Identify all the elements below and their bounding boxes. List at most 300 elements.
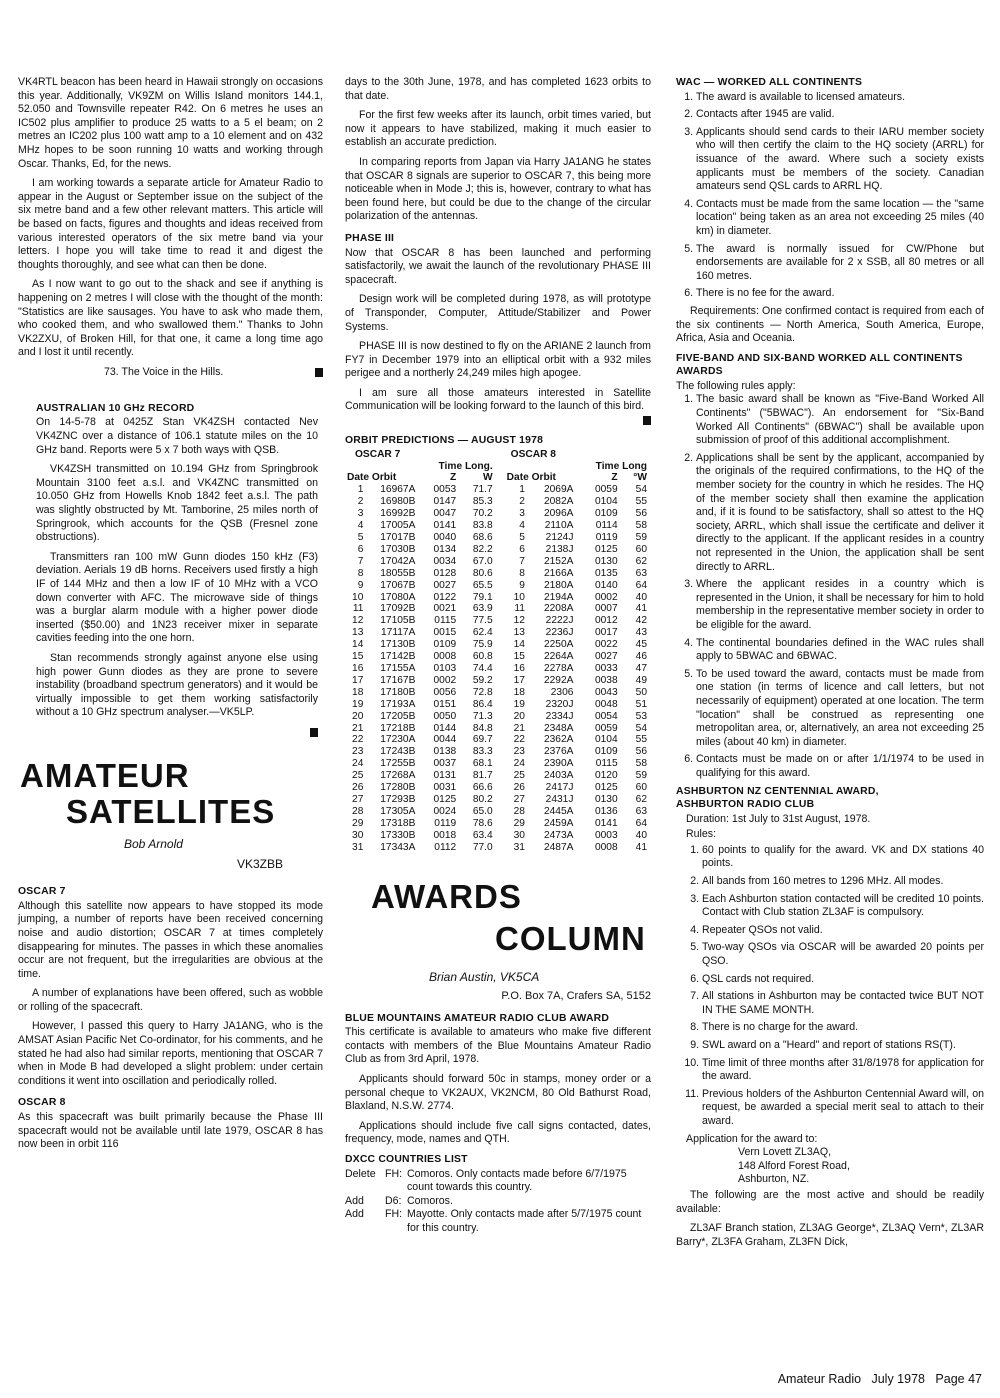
- paragraph: However, I passed this query to Harry JA1ANG, who is the AMSAT Asian Pacific Net Co-ordinator, for his comments, and he stated he had also had similar reports, mentioning that OSCAR 7 when in Mode B had developed a slight problem: under certain conditions it went into oscillation and periodically rolled.: [18, 1020, 323, 1087]
- table-cell: 0130: [594, 793, 618, 805]
- table-header: Z: [611, 472, 618, 484]
- table-cell: 0109: [594, 508, 618, 520]
- table-cell: 0002: [594, 591, 618, 603]
- table-cell: 71.7: [472, 484, 493, 496]
- table-cell: 2222J: [545, 615, 574, 627]
- list-item: 5. To be used toward the award, contacts must be made from one station (in terms of licence and call letters, but not necessarily of equipment) operated at one location. The term "location" shall be construed as representing one metropolitan area, or, alternatively, an area not exceeding 25 miles (about 40 km) in diameter.: [696, 668, 984, 750]
- table-cell: 0050: [433, 710, 457, 722]
- dxcc-list: [345, 1168, 651, 1236]
- page-number: Page 47: [935, 1372, 982, 1386]
- table-row: [345, 699, 649, 711]
- table-row: [345, 568, 649, 580]
- table-cell: 0119: [434, 817, 457, 829]
- table-cell: 2292A: [543, 674, 574, 686]
- paragraph: As I now want to go out to the shack and see if anything is happening on 2 metres I will close with the thought of the month: "Statistics are like sausages. You have to ask who made them, who cooked them, and who swallowed them." Thanks to John VK2ZXU, of Broken Hill, for that one, it came a long time ago and I lost it until recently.: [18, 278, 323, 359]
- ashburton-list: [676, 844, 984, 1129]
- table-row: [345, 818, 649, 830]
- table-cell: 40: [635, 591, 647, 603]
- dxcc-code: FH:: [385, 1208, 403, 1221]
- table-cell: 16980B: [380, 496, 416, 508]
- signoff-line: [18, 366, 323, 378]
- table-cell: 7: [357, 555, 364, 567]
- table-cell: 17230A: [380, 734, 416, 746]
- table-row: [345, 746, 649, 758]
- table-cell: 0037: [433, 758, 457, 770]
- table-cell: 31: [513, 841, 525, 853]
- table-cell: 17105B: [380, 615, 416, 627]
- table-cell: 0144: [433, 722, 457, 734]
- table-cell: 0003: [594, 829, 618, 841]
- table-cell: 45: [635, 639, 647, 651]
- table-cell: 41: [635, 603, 647, 615]
- table-cell: 0022: [594, 639, 618, 651]
- table-cell: 55: [635, 734, 647, 746]
- table-cell: 17130B: [380, 639, 416, 651]
- table-cell: 18: [352, 686, 364, 698]
- table-cell: 83.3: [472, 746, 493, 758]
- paragraph: Duration: 1st July to 31st August, 1978.: [686, 812, 871, 825]
- table-cell: 0125: [594, 782, 618, 794]
- table-cell: 16992B: [380, 508, 416, 520]
- table-cell: 21: [513, 722, 525, 734]
- table-cell: 51: [635, 698, 647, 710]
- table-cell: 0024: [433, 805, 457, 817]
- table-cell: 2082A: [543, 496, 574, 508]
- table-cell: 22: [513, 734, 525, 746]
- list-item: 6. There is no fee for the award.: [696, 287, 984, 301]
- table-cell: 2334J: [545, 710, 574, 722]
- list-item: 1. The basic award shall be known as "Five-Band Worked All Continents" ("5BWAC"). An endorsement for "Six-Band Worked All Continents" (6BWAC") shall be available upon submission of proof of this additional accomplishment.: [696, 393, 984, 447]
- table-cell: 21: [352, 722, 364, 734]
- table-cell: 0115: [595, 758, 618, 770]
- table-header: Time Long.: [438, 460, 493, 472]
- table-cell: 0034: [433, 555, 457, 567]
- page-footer: [778, 1372, 982, 1386]
- paragraph: Applications should include five call signs contacted, dates, frequency, mode, names and QTH.: [345, 1119, 651, 1146]
- table-cell: 2306: [550, 686, 574, 698]
- table-row: [345, 675, 649, 687]
- table-cell: 43: [635, 627, 647, 639]
- list-item: 5. Two-way QSOs via OSCAR will be awarded 20 points per QSO.: [702, 941, 984, 968]
- table-cell: 12: [352, 615, 364, 627]
- table-cell: 10: [352, 591, 364, 603]
- table-cell: 2320J: [545, 698, 574, 710]
- table-cell: 2208A: [543, 603, 574, 615]
- table-cell: 17280B: [380, 782, 416, 794]
- paragraph: Stan recommends strongly against anyone else using high power Gunn diodes as they are prone to severe instability (broadband spectrum generators) and it would be virtually impossible to get them working satisfactorily without a 10 GHz spectrum analyser.—VK5LP.: [36, 651, 318, 719]
- table-cell: 56: [635, 746, 647, 758]
- table-cell: 17167B: [380, 674, 416, 686]
- table-cell: 25: [513, 770, 525, 782]
- table-cell: 0047: [433, 508, 457, 520]
- table-cell: 17030B: [380, 543, 416, 555]
- table-cell: 0021: [433, 603, 457, 615]
- list-item: 2. All bands from 160 metres to 1296 MHz. All modes.: [702, 875, 984, 889]
- table-cell: 0120: [594, 770, 618, 782]
- column-2: [345, 76, 651, 1236]
- table-cell: 11: [352, 603, 364, 615]
- table-cell: 2152A: [543, 555, 574, 567]
- table-cell: 60.8: [472, 651, 493, 663]
- paragraph: days to the 30th June, 1978, and has completed 1623 orbits to that date.: [345, 76, 651, 102]
- table-cell: 0136: [594, 805, 618, 817]
- table-row: [345, 532, 649, 544]
- table-cell: 2376A: [543, 746, 574, 758]
- table-row: [345, 758, 649, 770]
- table-cell: 2445A: [543, 805, 574, 817]
- table-cell: 2069A: [543, 484, 574, 496]
- table-cell: 77.0: [472, 841, 493, 853]
- table-row: [345, 639, 649, 651]
- table-row: [345, 580, 649, 592]
- section-heading: BLUE MOUNTAINS AMATEUR RADIO CLUB AWARD: [345, 1012, 610, 1024]
- table-cell: 26: [352, 782, 364, 794]
- signoff: 73. The Voice in the Hills.: [104, 365, 224, 378]
- table-cell: 63.9: [472, 603, 493, 615]
- table-cell: 2459A: [543, 817, 574, 829]
- table-cell: 12: [513, 615, 525, 627]
- section-heading: AUSTRALIAN 10 GHz RECORD: [36, 402, 195, 414]
- section-heading: DXCC COUNTRIES LIST: [345, 1154, 468, 1165]
- table-cell: 0131: [433, 770, 457, 782]
- list-item: [345, 1195, 651, 1209]
- table-cell: 17092B: [380, 603, 416, 615]
- orbit-table: [345, 449, 649, 854]
- issue-date: July 1978: [871, 1372, 925, 1386]
- list-item: [345, 1208, 651, 1235]
- table-cell: 28: [352, 805, 364, 817]
- table-cell: 0140: [594, 579, 618, 591]
- paragraph: Requirements: One confirmed contact is required from each of the six continents — North America, South America, Europe, Africa, Asia and Oceania.: [676, 304, 984, 345]
- table-row: [345, 651, 649, 663]
- table-cell: 18055B: [380, 567, 416, 579]
- author: Bob Arnold: [124, 836, 183, 851]
- table-cell: 16967A: [380, 484, 416, 496]
- address-line: 148 Alford Forest Road,: [738, 1159, 850, 1172]
- table-cell: 20: [352, 710, 364, 722]
- table-cell: 0135: [594, 567, 618, 579]
- table-cell: 30: [513, 829, 525, 841]
- table-cell: 2: [357, 496, 364, 508]
- table-cell: 22: [352, 734, 364, 746]
- table-cell: 0125: [433, 793, 457, 805]
- table-cell: 0059: [594, 722, 618, 734]
- table-cell: 56: [635, 508, 647, 520]
- table-cell: 13: [352, 627, 364, 639]
- table-cell: 50: [635, 686, 647, 698]
- table-cell: 63.4: [472, 829, 493, 841]
- paragraph: PHASE III is now destined to fly on the ARIANE 2 launch from FY7 in December 1979 into an elliptical orbit with a 932 miles perigee and a northerly 24,249 miles high apogee.: [345, 340, 651, 380]
- column-1: [18, 76, 323, 1158]
- table-cell: 0027: [594, 651, 618, 663]
- table-cell: 0109: [433, 639, 457, 651]
- list-item: 4. Repeater QSOs not valid.: [702, 924, 984, 938]
- table-cell: 24: [513, 758, 525, 770]
- table-header: Z: [449, 472, 457, 484]
- table-cell: 63: [635, 805, 647, 817]
- table-cell: 23: [352, 746, 364, 758]
- section-heading: OSCAR 7: [18, 886, 66, 898]
- table-cell: 70.2: [472, 508, 493, 520]
- table-cell: 14: [352, 639, 364, 651]
- table-cell: 68.1: [472, 758, 493, 770]
- table-cell: 17293B: [380, 793, 416, 805]
- table-cell: 2166A: [543, 567, 574, 579]
- paragraph: For the first few weeks after its launch, orbit times varied, but now it appears to have stabilized, making it much easier to establish an accurate prediction.: [345, 109, 651, 149]
- table-cell: 27: [352, 793, 364, 805]
- table-cell: 13: [513, 627, 525, 639]
- table-row: [345, 794, 649, 806]
- dxcc-text: Comoros. Only contacts made before 6/7/1975 count towards this country.: [407, 1167, 627, 1194]
- table-row: [345, 615, 649, 627]
- table-cell: 0038: [594, 674, 618, 686]
- table-cell: 62.4: [472, 627, 493, 639]
- table-cell: 2124J: [545, 532, 574, 543]
- table-cell: 0125: [594, 543, 618, 555]
- table-cell: 7: [519, 555, 525, 567]
- table-cell: 54: [635, 722, 647, 734]
- table-cell: 0048: [594, 698, 618, 710]
- dxcc-text: Comoros.: [407, 1194, 453, 1207]
- table-row: [345, 508, 649, 520]
- address-line: Ashburton, NZ.: [738, 1173, 810, 1186]
- table-cell: 53: [635, 710, 647, 722]
- list-item: 2. Contacts after 1945 are valid.: [696, 108, 984, 122]
- table-header: Date Orbit: [347, 472, 397, 484]
- record-section: [18, 402, 318, 738]
- table-cell: 0059: [594, 484, 618, 496]
- table-cell: 25: [352, 770, 364, 782]
- table-cell: 66.6: [472, 782, 493, 794]
- list-item: 4. Contacts must be made from the same location — the "same location" being taken as an area not exceeding 25 miles (40 km) in diameter.: [696, 198, 984, 239]
- table-cell: 17067B: [380, 579, 416, 591]
- table-cell: 11: [514, 603, 525, 615]
- table-cell: 24: [352, 758, 364, 770]
- table-row: [345, 496, 649, 508]
- table-cell: 42: [635, 615, 647, 627]
- table-cell: 62: [635, 793, 647, 805]
- paragraph: Application for the award to:: [686, 1132, 818, 1145]
- table-cell: 72.8: [472, 686, 493, 698]
- table-cell: 2403A: [543, 770, 574, 782]
- table-cell: 0134: [433, 543, 457, 555]
- list-item: 5. The award is normally issued for CW/Phone but endorsements are available for 2 x SSB, all 80 metres or all 160 metres.: [696, 243, 984, 284]
- table-cell: 58: [635, 758, 647, 770]
- table-cell: 60: [635, 782, 647, 794]
- list-item: 3. Applicants should send cards to their IARU member society who will then certify the claim to the HQ society (ARRL) for issuance of the award. Where such a society exists applicants must be members of the society. Canadian amateurs send QSL cards to ARRL HQ.: [696, 126, 984, 194]
- section-heading: OSCAR 8: [18, 1097, 66, 1109]
- dxcc-code: FH:: [385, 1167, 403, 1180]
- table-cell: 17142B: [380, 651, 416, 663]
- table-cell: 62: [635, 555, 647, 567]
- table-cell: 40: [635, 829, 647, 841]
- table-cell: 17: [352, 674, 364, 686]
- table-cell: 0119: [595, 532, 618, 543]
- list-item: 4. The continental boundaries defined in the WAC rules shall apply to 5BWAC and 6BWAC.: [696, 637, 984, 664]
- table-row: [345, 770, 649, 782]
- table-cell: 18: [513, 686, 525, 698]
- table-cell: 17042A: [380, 555, 416, 567]
- paragraph: I am sure all those amateurs interested in Satellite Communication will be looking forward to the launch of this bird.: [345, 386, 651, 413]
- table-header: W: [483, 472, 493, 484]
- table-cell: 47: [635, 662, 647, 674]
- table-cell: 0109: [594, 746, 618, 758]
- table-cell: 78.6: [472, 817, 493, 829]
- section-title: [18, 758, 323, 830]
- list-item: 9. SWL award on a "Heard" and report of stations RS(T).: [702, 1039, 984, 1053]
- table-cell: 29: [513, 817, 525, 829]
- table-cell: 83.8: [472, 520, 493, 532]
- list-item: 10. Time limit of three months after 31/8/1978 for application for the award.: [702, 1057, 984, 1084]
- section-heading: PHASE III: [345, 232, 395, 244]
- list-item: 6. QSL cards not required.: [702, 973, 984, 987]
- table-cell: 17305A: [380, 805, 416, 817]
- section-heading: ORBIT PREDICTIONS — AUGUST 1978: [345, 435, 544, 447]
- table-cell: 0040: [433, 532, 457, 543]
- end-mark-icon: [310, 728, 318, 737]
- paragraph: On 14-5-78 at 0425Z Stan VK4ZSH contacted Nev VK4ZNC over a distance of 106.1 statute miles on the 10 GHz band. Reports were 5 x 7 both ways with QSB.: [36, 416, 318, 456]
- table-row: [345, 544, 649, 556]
- table-row: [345, 687, 649, 699]
- list-item: [345, 1168, 651, 1195]
- list-item: 3. Where the applicant resides in a country which is represented in the Union, it shall be necessary for him to hold membership in the representative member society in order to be eligible for the award.: [696, 578, 984, 632]
- table-cell: 14: [513, 639, 525, 651]
- table-cell: 8: [519, 567, 525, 579]
- table-cell: 71.3: [472, 710, 493, 722]
- table-cell: 17017B: [380, 532, 416, 543]
- table-cell: 19: [513, 698, 525, 710]
- table-row: [345, 663, 649, 675]
- paragraph: I am working towards a separate article for Amateur Radio to appear in the August or September issue on the subject of the six metre band and a few other relevant matters. This article will be based on facts, figures and thoughts and ideas received from various interested operators of the six metre band via your letters. I hope you will take time to read it and digest the thoughts thoroughly, and see what can then be done.: [18, 177, 323, 271]
- end-mark-icon: [643, 416, 651, 425]
- table-header: Date Orbit: [506, 472, 556, 484]
- table-cell: 0002: [433, 674, 457, 686]
- table-cell: 17218B: [380, 722, 416, 734]
- table-cell: 2362A: [543, 734, 574, 746]
- paragraph: Now that OSCAR 8 has been launched and performing satisfactorily, we await the launch of the revolutionary PHASE III spacecraft.: [345, 246, 651, 286]
- table-cell: 17080A: [380, 591, 416, 603]
- table-cell: 69.7: [472, 734, 493, 746]
- table-cell: 5: [357, 532, 364, 543]
- table-cell: 17117A: [381, 627, 416, 639]
- table-cell: 0104: [594, 496, 618, 508]
- table-cell: 17180B: [380, 686, 416, 698]
- table-cell: 0115: [434, 615, 457, 627]
- table-cell: 15: [513, 651, 525, 663]
- table-cell: 6: [519, 543, 525, 555]
- table-cell: 0141: [594, 817, 618, 829]
- table-cell: 0114: [595, 520, 618, 532]
- dxcc-action: Add: [345, 1208, 364, 1221]
- table-cell: 0104: [594, 734, 618, 746]
- table-cell: 9: [519, 579, 525, 591]
- table-row: [345, 723, 649, 735]
- list-item: 7. All stations in Ashburton may be contacted twice BUT NOT IN THE SAME MONTH.: [702, 990, 984, 1017]
- table-cell: 46: [635, 651, 647, 663]
- table-row: [345, 830, 649, 842]
- paragraph: Applicants should forward 50c in stamps, money order or a personal cheque to VK2AUX, VK2NCM, 80 Old Bathurst Road, Blaxland, N.S.W. 2774.: [345, 1073, 651, 1113]
- table-cell: 0054: [594, 710, 618, 722]
- author-call: VK3ZBB: [236, 856, 283, 871]
- paragraph: The following rules apply:: [676, 379, 796, 392]
- table-cell: 63: [635, 567, 647, 579]
- dxcc-action: Delete: [345, 1167, 376, 1180]
- table-cell: 2487A: [543, 841, 574, 853]
- table-cell: 58: [635, 520, 647, 532]
- table-cell: 0007: [594, 603, 618, 615]
- table-row: [345, 627, 649, 639]
- address-line: Vern Lovett ZL3AQ,: [738, 1146, 832, 1159]
- table-cell: 0043: [594, 686, 618, 698]
- table-row: [345, 603, 649, 615]
- table-cell: 0012: [594, 615, 618, 627]
- table-cell: 55: [635, 496, 647, 508]
- table-cell: 17255B: [380, 758, 416, 770]
- section-heading: ASHBURTON NZ CENTENNIAL AWARD,: [676, 785, 879, 797]
- paragraph: This certificate is available to amateurs who make five different contacts with members of the Blue Mountains Amateur Radio Club as from 3rd April, 1978.: [345, 1026, 651, 1066]
- table-cell: 29: [352, 817, 364, 829]
- list-item: 2. Applications shall be sent by the applicant, accompanied by the originals of the required confirmations, to the HQ of the member society for the country in which he resides. The HQ of the member society shall then examine the application and, if it is found to be satisfactory, shall so attest to the HQ society, ARRL, which shall issue the certificate and deliver it directly to the applicant. If the applicant resides in a country not represented in the Union, the application shall be sent directly to ARRL.: [696, 452, 984, 574]
- table-cell: 0053: [433, 484, 457, 496]
- table-cell: 54: [635, 484, 647, 496]
- table-cell: 2096A: [543, 508, 574, 520]
- table-cell: 82.2: [472, 543, 493, 555]
- table-cell: 41: [635, 841, 647, 853]
- table-cell: 0033: [594, 662, 618, 674]
- table-cell: 2390A: [543, 758, 574, 770]
- dxcc-text: Mayotte. Only contacts made after 5/7/1975 count for this country.: [407, 1208, 642, 1234]
- table-cell: 0130: [594, 555, 618, 567]
- paragraph: Transmitters ran 100 mW Gunn diodes 150 kHz (F3) deviation. Aerials 19 dB horns. Receivers used firstly a high IF of 144 MHz and then a low IF of 10 MHz with a VCO down converter with AFC. The microwave side of things was a burglar alarm module with a higher power diode inserted ($50.00) and 1N23 receiver mixer in separate cavities feeding into the one horn.: [36, 550, 318, 645]
- list-item: 1. The award is available to licensed amateurs.: [696, 91, 984, 105]
- table-cell: 2: [519, 496, 525, 508]
- table-cell: 17243B: [380, 746, 416, 758]
- table-cell: 2194A: [543, 591, 574, 603]
- table-cell: 0044: [433, 734, 457, 746]
- column-3: [676, 76, 984, 1255]
- title-line: SATELLITES: [66, 792, 276, 830]
- table-cell: 0031: [433, 782, 457, 794]
- table-cell: 26: [513, 782, 525, 794]
- title-line: AWARDS: [371, 878, 522, 916]
- table-cell: 0138: [433, 746, 457, 758]
- table-cell: 17005A: [380, 520, 416, 532]
- table-cell: 17: [513, 674, 525, 686]
- paragraph: ZL3AF Branch station, ZL3AG George*, ZL3AQ Vern*, ZL3AR Barry*, ZL3FA Graham, ZL3FN Dick,: [676, 1222, 984, 1248]
- table-cell: 3: [519, 508, 525, 520]
- table-cell: 0103: [433, 662, 457, 674]
- table-row: [345, 520, 649, 532]
- table-cell: 79.1: [472, 591, 493, 603]
- table-cell: 5: [519, 532, 525, 543]
- list-item: 6. Contacts must be made on or after 1/1/1974 to be used in qualifying for this award.: [696, 753, 984, 780]
- table-cell: 8: [357, 567, 364, 579]
- table-cell: 2417J: [545, 782, 574, 794]
- table-cell: 30: [352, 829, 364, 841]
- table-cell: 31: [352, 841, 364, 853]
- table-cell: 59: [635, 770, 647, 782]
- paragraph: VK4RTL beacon has been heard in Hawaii strongly on occasions this year. Additionally, VK9ZM on Willis Island monitors 144.1, 52.050 and Townsville repeater R42. On 6 metres he uses an IC502 plus amplifier to produce 25 watts to a 5 el beam; on 2 metres an IC202 plus 100 watt amp to a 10 element and on 432 MHz hopes to be soon running 10 watts and working through Oscar. Thanks, Ed, for the news.: [18, 76, 323, 170]
- table-cell: 4: [357, 520, 364, 532]
- paragraph: The following are the most active and should be readily available:: [676, 1188, 984, 1215]
- table-row: [345, 556, 649, 568]
- table-cell: 2138J: [545, 543, 574, 555]
- table-cell: 17155A: [380, 662, 416, 674]
- table-cell: 67.0: [472, 555, 493, 567]
- table-cell: 9: [357, 579, 364, 591]
- table-cell: 17330B: [380, 829, 416, 841]
- section-title: [345, 879, 651, 957]
